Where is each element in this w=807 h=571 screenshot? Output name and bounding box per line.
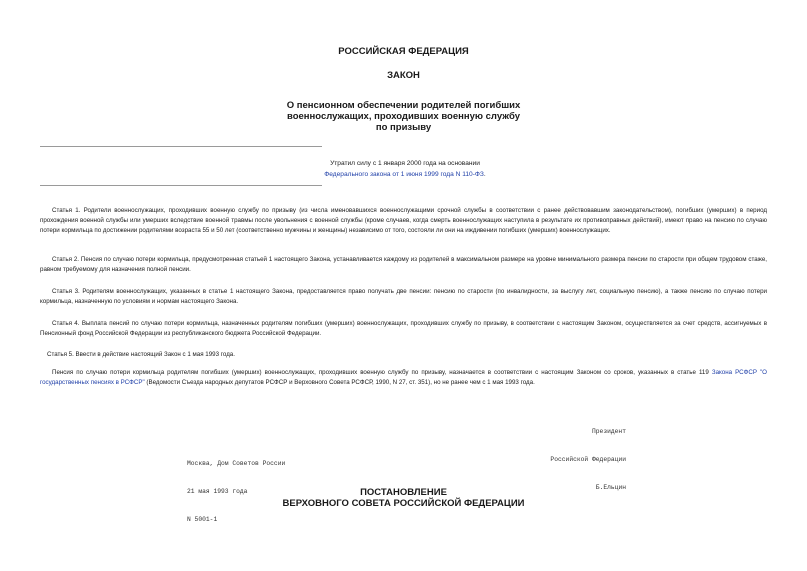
repeal-law-link[interactable]: Федерального закона от 1 июня 1999 года N 110-ФЗ <box>324 171 484 178</box>
article-text: Статья 2. Пенсия по случаю потери кормильца, предусмотренная статьей 1 настоящего Закона, устанавливается каждому из родителей в максимальном размере на уровне минимального размера пенсии по старости при общем трудовом стаже, равном требуемому для назначения полной пенсии. <box>40 256 767 274</box>
resolution-heading <box>0 487 807 509</box>
signature-line: Президент <box>591 428 626 436</box>
document-type-heading: ЗАКОН <box>387 70 420 81</box>
repeal-notice <box>230 158 580 180</box>
note-text-before: Пенсия по случаю потери кормильца родителям погибших (умерших) военнослужащих, проходивших военную службу по призыву, назначается в соответствии с настоящим Законом со сроков, указанных в статье 119 <box>52 369 709 376</box>
note-text-after: (Ведомости Съезда народных депутатов РСФСР и Верховного Совета РСФСР, 1990, N 27, ст. 351), но не ранее чем с 1 мая 1993 года. <box>146 379 535 387</box>
article-1 <box>40 206 767 237</box>
article-text: Статья 5. Ввести в действие настоящий Закон с 1 мая 1993 года. <box>47 351 235 358</box>
repeal-text: Утратил силу с 1 января 2000 года на основании <box>330 160 480 167</box>
resolution-heading-line: ПОСТАНОВЛЕНИЕ <box>360 487 447 498</box>
number-line: N 5001-1 <box>187 515 218 523</box>
signature-line: Б.Ельцин <box>595 483 626 491</box>
commentary-note <box>40 368 767 388</box>
country-heading: РОССИЙСКАЯ ФЕДЕРАЦИЯ <box>338 46 469 57</box>
law-title-line: О пенсионном обеспечении родителей погибших <box>286 100 521 111</box>
article-text: Статья 4. Выплата пенсий по случаю потери кормильца, назначенных родителям погибших (умерших) военнослужащих, проходивших службу по призыву, в соответствии с настоящим Законом, осуществляется за счет средств, ассигнуемых в Пенсионный фонд Российской Федерации из республиканского бюджета Российской Федерации. <box>40 320 767 338</box>
law-title-line: по призыву <box>375 122 432 133</box>
article-2 <box>40 255 767 275</box>
repeal-suffix: . <box>483 171 486 178</box>
date-line: 21 мая 1993 года <box>187 488 248 496</box>
divider-top <box>40 146 322 147</box>
law-title-line: военнослужащих, проходивших военную службу <box>287 111 520 122</box>
article-text: Статья 1. Родители военнослужащих, проходивших военную службу по призыву (из числа именовавшихся военнослужащими срочной службы в соответствии с ранее действовавшим законодательством), погибших (умерших) в период прохождения военной службы или умерших вследствие военной травмы после увольнения с военной службы (кроме случаев, когда смерть военнослужащих наступила в результате их противоправных действий), имеют право на пенсию по случаю потери кормильца по достижении родителями возраста 55 и 50 лет (соответственно мужчины и женщины) независимо от того, состояли ли они на иждивении погибших (умерших) военнослужащих. <box>40 207 767 235</box>
place-line: Москва, Дом Советов России <box>187 460 286 468</box>
law-title <box>0 100 807 133</box>
resolution-heading-line: ВЕРХОВНОГО СОВЕТА РОССИЙСКОЙ ФЕДЕРАЦИИ <box>282 498 525 509</box>
article-5 <box>35 350 762 360</box>
article-4 <box>40 319 767 339</box>
divider-bottom <box>40 185 322 186</box>
article-3 <box>40 287 767 307</box>
article-text: Статья 3. Родителям военнослужащих, указанных в статье 1 настоящего Закона, предоставляется право получать две пенсии: пенсию по старости (по инвалидности, за выслугу лет, социальную пенсию), а также пенсию по случаю потери кормильца, назначенную по условиям и нормам настоящего Закона. <box>40 288 767 306</box>
pension-law-link[interactable]: Закона РСФСР "О государственных пенсиях в РСФСР" <box>40 369 767 387</box>
signature-line: Российской Федерации <box>550 456 626 464</box>
